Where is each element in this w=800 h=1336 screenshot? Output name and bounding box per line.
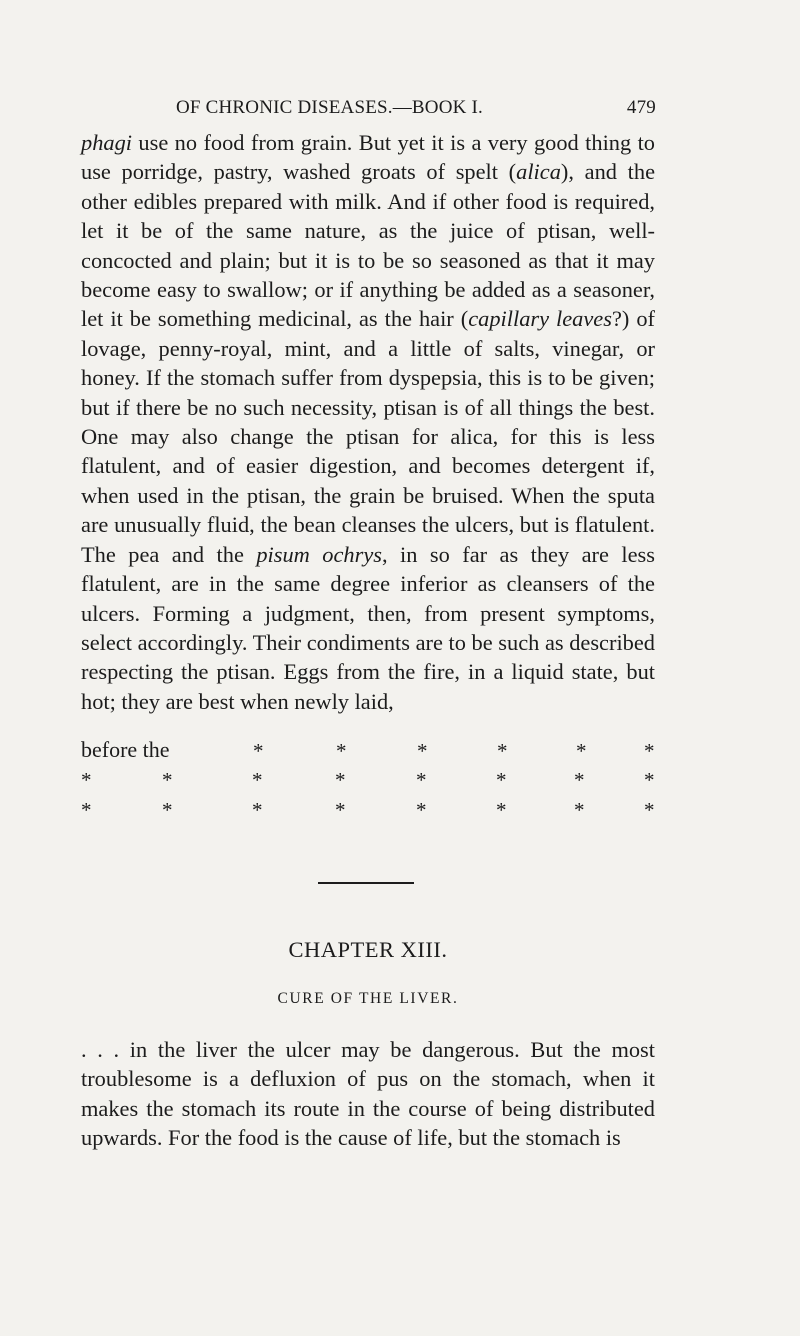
asterisk-mark: * xyxy=(162,798,173,822)
text-segment: use no food from grain. But yet it is a very good thing to use porridge, pastry, washed groats of spelt ( xyxy=(81,130,655,185)
asterisk-mark: * xyxy=(335,798,346,822)
lacuna-row-1 xyxy=(81,737,655,765)
section-divider xyxy=(318,882,414,884)
asterisk-mark: * xyxy=(416,768,427,792)
asterisk-mark: * xyxy=(644,798,655,822)
asterisk-mark: * xyxy=(644,739,655,763)
running-head-title: OF CHRONIC DISEASES.—BOOK I. xyxy=(176,97,483,118)
italic-term: pisum ochrys xyxy=(256,541,382,567)
asterisk-mark: * xyxy=(162,768,173,792)
lacuna-lead-text: before the xyxy=(81,737,170,762)
lacuna-row-2 xyxy=(81,766,655,794)
chapter-paragraph: . . . in the liver the ulcer may be dangerous. But the most troublesome is a defluxion of pus on the stomach, when it makes the stomach its route in the course of being distributed upwards. For the food is the cause of life, but the stomach is xyxy=(81,1037,655,1151)
italic-term: phagi xyxy=(81,130,133,155)
asterisk-mark: * xyxy=(81,798,92,822)
asterisk-mark: * xyxy=(574,768,585,792)
lacuna-row-3 xyxy=(81,796,655,824)
asterisk-mark: * xyxy=(574,798,585,822)
asterisk-mark: * xyxy=(416,798,427,822)
asterisk-mark: * xyxy=(497,739,508,763)
text-segment: ?) of lovage, penny-royal, mint, and a little of salts, vinegar, or honey. If the stomach suffer from dyspepsia, this is to be given; but if there be no such necessity, ptisan is of all things the best. One may also change the ptisan for alica, for this is less flatulent, and of easier digestion, and becomes detergent if, when used in the ptisan, the grain be bruised. When the sputa are unusually fluid, the bean cleanses the ulcers, but is flatulent. The pea and the xyxy=(81,306,655,567)
body-paragraph xyxy=(81,128,655,716)
italic-term: capillary leaves xyxy=(468,306,612,332)
asterisk-mark: * xyxy=(644,768,655,792)
asterisk-mark: * xyxy=(336,739,347,763)
chapter-subtitle: CURE OF THE LIVER. xyxy=(277,990,459,1007)
text-segment: ), and the other edibles prepared with milk. And if other food is required, let it be of the same nature, as the juice of ptisan, well-concocted and plain; but it is to be so seasoned as that it may become easy to swallow; or if anything be added as a seasoner, let it be something medicinal, as the hair ( xyxy=(81,159,656,332)
asterisk-mark: * xyxy=(496,768,507,792)
page-number: 479 xyxy=(626,97,656,118)
chapter-title: CHAPTER XIII. xyxy=(288,937,448,962)
asterisk-mark: * xyxy=(576,739,587,763)
asterisk-mark: * xyxy=(252,798,263,822)
asterisk-mark: * xyxy=(417,739,428,763)
asterisk-mark: * xyxy=(252,768,263,792)
asterisk-mark: * xyxy=(496,798,507,822)
running-head xyxy=(176,97,656,119)
asterisk-mark: * xyxy=(81,768,92,792)
asterisk-mark: * xyxy=(253,739,264,763)
italic-term: alica xyxy=(516,159,561,185)
asterisk-mark: * xyxy=(335,768,346,792)
text-segment: , in so far as they are less flatulent, are in the same degree inferior as cleansers of the ulcers. Forming a judgment, then, from present symptoms, select accordingly. Their condiments are to be such as described respecting the ptisan. Eggs from the fire, in a liquid state, but hot; they are best when newly laid, xyxy=(81,541,655,714)
